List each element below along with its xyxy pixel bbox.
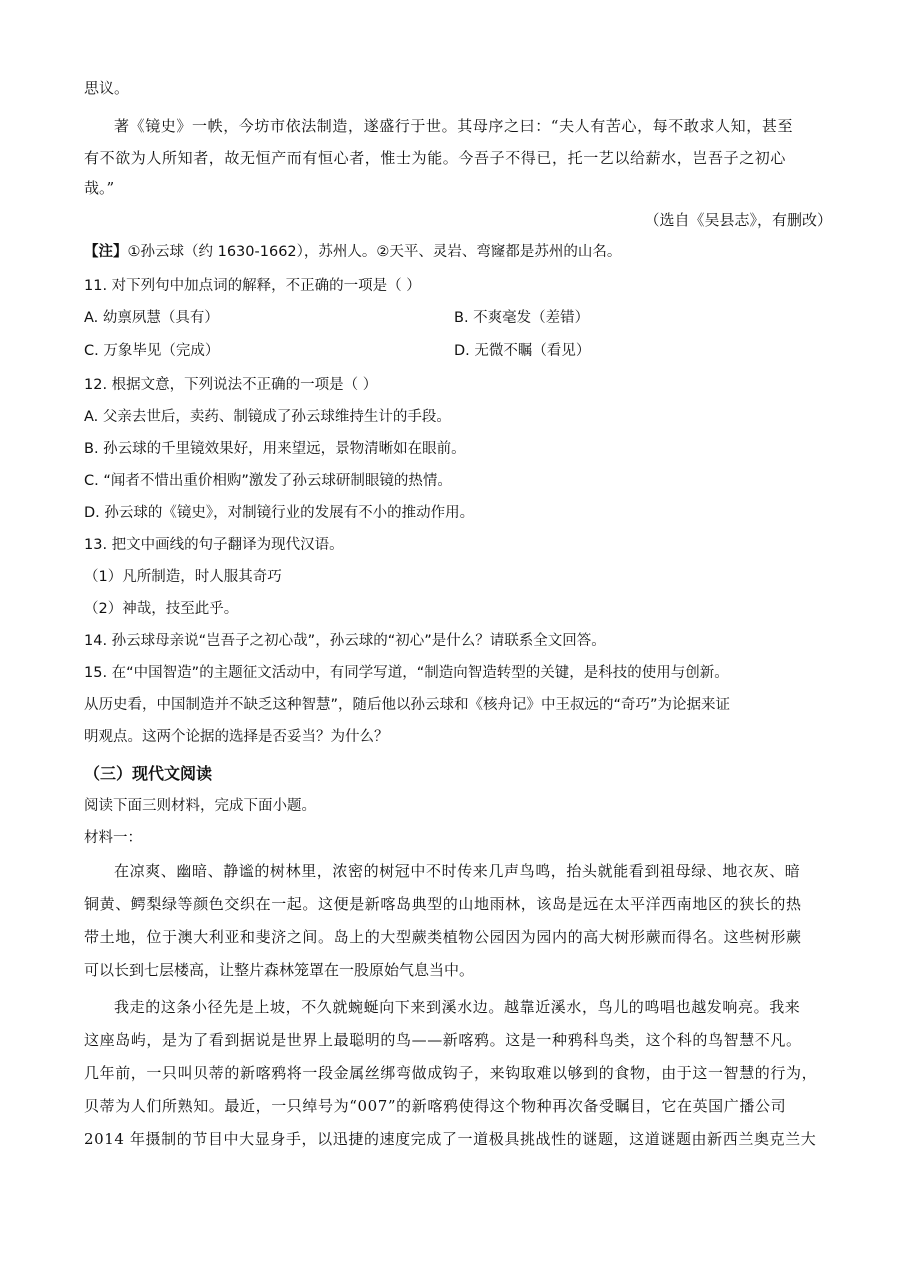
passage-fragment: 思议。 [84, 79, 130, 97]
question-13-sentence-2: （2）神哉，技至此乎。 [84, 601, 239, 617]
question-15-line: 15. 在“中国智造”的主题征文活动中，有同学写道，“制造向智造转型的关键，是科技的使用与创新。 [84, 665, 729, 681]
question-11-options-row1 [84, 308, 590, 328]
material-paragraph-line: 我走的这条小径先是上坡，不久就蜿蜒向下来到溪水边。越靠近溪水，鸟儿的鸣唱也越发响亮。我来 [114, 998, 801, 1016]
material-paragraph-line: 铜黄、鳄梨绿等颜色交织在一起。这便是新喀岛典型的山地雨林，该岛是远在太平洋西南地区的狭长的热 [84, 895, 802, 913]
source-citation: （选自《吴县志》，有删改） [644, 211, 832, 229]
question-15-line: 从历史看，中国制造并不缺乏这种智慧”，随后他以孙云球和《核舟记》中王叔远的“奇巧”为论据来证 [84, 697, 731, 713]
question-11-stem: 11. 对下列句中加点词的解释，不正确的一项是（ ） [84, 278, 421, 294]
material-paragraph-line: 可以长到七层楼高，让整片森林笼罩在一股原始气息当中。 [84, 961, 475, 979]
section-instruction: 阅读下面三则材料，完成下面小题。 [84, 798, 316, 814]
material-paragraph-line: 2014 年摄制的节目中大显身手，以迅捷的速度完成了一道极具挑战性的谜题，这道谜题由新西兰奥克兰大 [84, 1130, 817, 1148]
question-12-option-c: C. “闻者不惜出重价相购”激发了孙云球研制眼镜的热情。 [84, 473, 452, 489]
material-paragraph-line: 几年前，一只叫贝蒂的新喀鸦将一段金属丝绑弯做成钩子，来钩取难以够到的食物，由于这一智慧的行为， [84, 1064, 818, 1082]
question-12-option-d: D. 孙云球的《镜史》，对制镜行业的发展有不小的推动作用。 [84, 505, 475, 521]
material-paragraph-line: 在凉爽、幽暗、静谧的树林里，浓密的树冠中不时传来几声鸟鸣，抬头就能看到祖母绿、地衣灰、暗 [114, 862, 801, 880]
passage-paragraph-line: 有不欲为人所知者，故无恒产而有恒心者，惟士为能。今吾子不得已，托一艺以给薪水，岂吾子之初心 [84, 149, 787, 167]
note-label: 【注】 [84, 244, 128, 260]
question-15-line: 明观点。这两个论据的选择是否妥当？为什么？ [84, 729, 389, 745]
option-d: D. 无微不瞩（看见） [454, 343, 591, 359]
material-paragraph-line: 这座岛屿，是为了看到据说是世界上最聪明的鸟——新喀鸦。这是一种鸦科鸟类，这个科的鸟智慧不凡。 [84, 1031, 802, 1049]
material-paragraph-line: 带土地，位于澳大利亚和斐济之间。岛上的大型蕨类植物公园因为园内的高大树形蕨而得名。这些树形蕨 [84, 928, 802, 946]
option-c: C. 万象毕见（完成） [84, 343, 220, 359]
question-12-option-b: B. 孙云球的千里镜效果好，用来望远，景物清晰如在眼前。 [84, 441, 466, 457]
question-12-option-a: A. 父亲去世后，卖药、制镜成了孙云球维持生计的手段。 [84, 409, 451, 425]
question-11-options-row2 [84, 341, 591, 361]
question-14: 14. 孙云球母亲说“岂吾子之初心哉”，孙云球的“初心”是什么？请联系全文回答。 [84, 633, 606, 649]
question-12-stem: 12. 根据文意，下列说法不正确的一项是（ ） [84, 377, 378, 393]
option-b: B. 不爽毫发（差错） [454, 310, 590, 326]
option-a: A. 幼禀夙慧（具有） [84, 310, 219, 326]
passage-paragraph-line: 哉。” [84, 179, 115, 197]
section-heading: （三）现代文阅读 [84, 764, 213, 783]
note-text: ①孙云球（约 1630-1662），苏州人。②天平、灵岩、弯窿都是苏州的山名。 [127, 244, 622, 260]
question-13-stem: 13. 把文中画线的句子翻译为现代汉语。 [84, 537, 344, 553]
annotation-note [84, 242, 621, 262]
material-label: 材料一： [84, 830, 142, 846]
material-paragraph-line: 贝蒂为人们所熟知。最近，一只绰号为“007”的新喀鸦使得这个物种再次备受瞩目，它在英国广播公司 [84, 1097, 787, 1115]
passage-paragraph-line: 著《镜史》一帙，今坊市依法制造，遂盛行于世。其母序之曰：“夫人有苦心，每不敢求人知，甚至 [114, 117, 794, 135]
question-13-sentence-1: （1）凡所制造，时人服其奇巧 [84, 569, 282, 585]
